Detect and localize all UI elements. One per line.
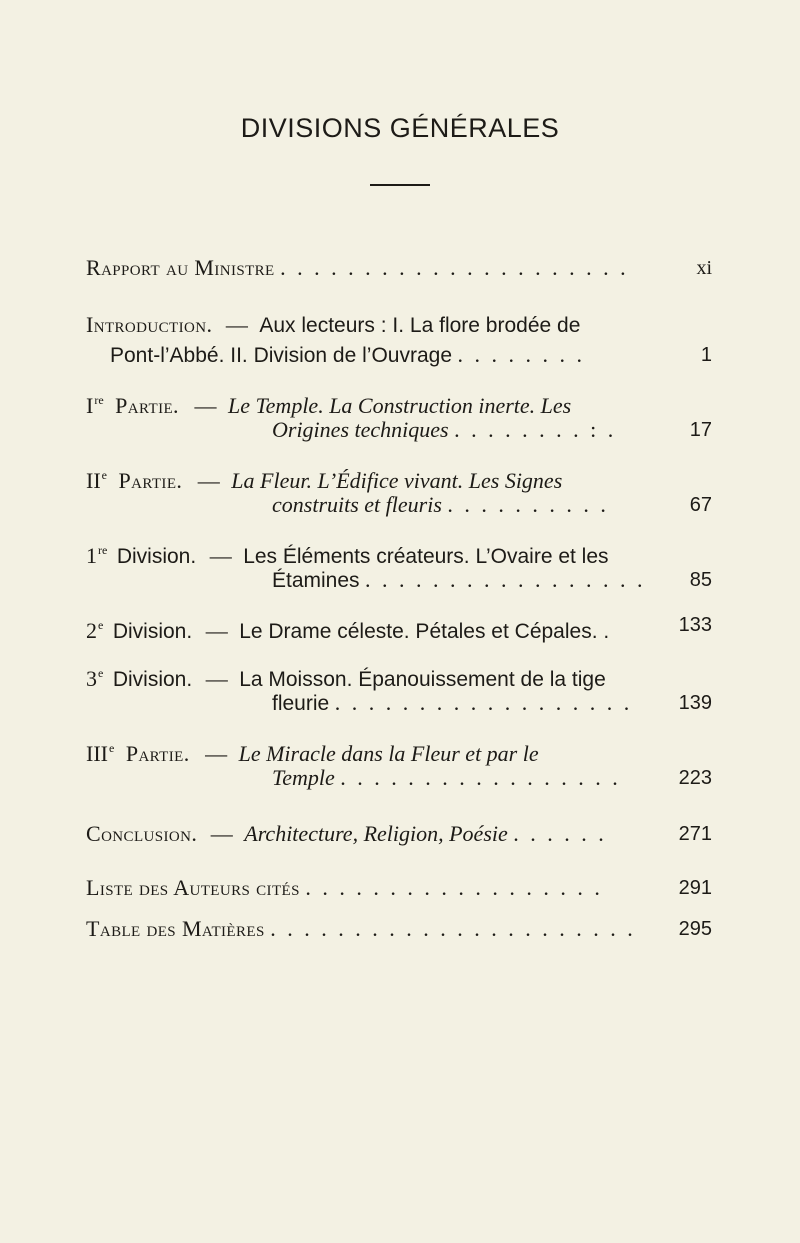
entry-text: Le Drame céleste. Pétales et Cépales. . bbox=[239, 620, 610, 643]
em-dash: — bbox=[225, 312, 248, 337]
entry-label: Division. bbox=[116, 545, 197, 568]
entry-superscript: re bbox=[94, 393, 104, 407]
entry-label: Partie. bbox=[115, 393, 179, 418]
entry-label: Liste des Auteurs cités bbox=[86, 875, 300, 900]
entry-label: Partie. bbox=[125, 741, 190, 766]
page-number: 291 bbox=[678, 877, 712, 899]
entry-number: III bbox=[86, 741, 108, 766]
leader-dots: . . . . . . . . . . . . . . . . . . . . . . bbox=[270, 916, 636, 941]
toc-entry-conclusion bbox=[86, 819, 712, 849]
em-dash: — bbox=[209, 543, 232, 568]
page-number: 133 bbox=[678, 614, 712, 636]
entry-number: I bbox=[86, 393, 94, 418]
leader-dots: . . . . . . . . . . . . . . . . . bbox=[365, 567, 646, 592]
em-dash: — bbox=[197, 468, 220, 493]
leader-dots: . . . . . . . . . . . . . . . . . . bbox=[305, 875, 603, 900]
page-number: 17 bbox=[689, 419, 712, 441]
leader-dots: . . . . . . . . . . . . . . . . . . . . . bbox=[280, 255, 629, 280]
leader-dots: . . . . . . . . bbox=[457, 342, 585, 367]
page-number: 223 bbox=[678, 767, 712, 789]
entry-text: Le Temple. La Construction inerte. Les bbox=[227, 393, 572, 418]
entry-superscript: e bbox=[101, 468, 107, 482]
entry-text-continued: construits et fleuris bbox=[272, 492, 442, 517]
toc-entry-rapport bbox=[86, 253, 712, 283]
toc-entry-liste-auteurs bbox=[86, 873, 712, 903]
entry-text: Architecture, Religion, Poésie bbox=[244, 821, 508, 846]
leader-dots: . . . . . . . . . . . . . . . . . bbox=[340, 765, 621, 790]
toc-entry-partie-3 bbox=[86, 733, 712, 797]
page-number: xi bbox=[696, 257, 712, 279]
em-dash: — bbox=[205, 741, 228, 766]
entry-text-continued: Pont-l’Abbé. II. Division de l’Ouvrage bbox=[110, 344, 452, 367]
entry-text-continued: fleurie bbox=[272, 692, 330, 715]
toc-entry-table-matieres bbox=[86, 914, 712, 944]
leader-dots: . . . . . . . . : . bbox=[454, 417, 617, 442]
page-title: DIVISIONS GÉNÉRALES bbox=[240, 113, 560, 143]
title-rule bbox=[370, 184, 430, 186]
entry-text: Le Miracle dans la Fleur et par le bbox=[238, 741, 539, 766]
entry-label: Introduction. bbox=[86, 312, 213, 337]
entry-text: La Fleur. L’Édifice vivant. Les Signes bbox=[231, 468, 563, 493]
toc-entry-division-2 bbox=[86, 610, 712, 643]
em-dash: — bbox=[205, 666, 228, 691]
entry-label: Partie. bbox=[118, 468, 183, 493]
em-dash: — bbox=[210, 821, 233, 846]
page-number: 1 bbox=[700, 344, 712, 366]
entry-number: 2 bbox=[86, 618, 97, 643]
entry-superscript: e bbox=[108, 741, 115, 755]
toc-entry-introduction bbox=[86, 310, 712, 374]
em-dash: — bbox=[205, 618, 228, 643]
leader-dots: . . . . . . . . . . . . . . . . . . bbox=[334, 690, 633, 715]
entry-superscript: re bbox=[98, 543, 108, 557]
entry-label: Division. bbox=[112, 620, 193, 643]
leader-dots: . . . . . . . . . . bbox=[447, 492, 609, 517]
page-number: 295 bbox=[678, 918, 712, 940]
entry-number: II bbox=[86, 468, 101, 493]
entry-text-continued: Origines techniques bbox=[272, 417, 449, 442]
entry-label: Table des Matières bbox=[86, 916, 265, 941]
page-number: 271 bbox=[678, 823, 712, 845]
entry-text: Aux lecteurs : I. La flore brodée de bbox=[259, 314, 581, 337]
entry-number: 3 bbox=[86, 666, 97, 691]
page-number: 67 bbox=[689, 494, 712, 516]
entry-text: Les Éléments créateurs. L’Ovaire et les bbox=[243, 545, 609, 568]
toc-entry-partie-1 bbox=[86, 385, 712, 449]
entry-number: 1 bbox=[86, 543, 97, 568]
page-number: 85 bbox=[689, 569, 712, 591]
entry-superscript: e bbox=[98, 666, 104, 680]
leader-dots: . . . . . . bbox=[513, 821, 607, 846]
toc-entry-partie-2 bbox=[86, 460, 712, 524]
em-dash: — bbox=[194, 393, 217, 418]
entry-text: La Moisson. Épanouissement de la tige bbox=[239, 668, 606, 691]
entry-superscript: e bbox=[98, 618, 104, 632]
entry-text-continued: Étamines bbox=[272, 569, 360, 592]
page-number: 139 bbox=[678, 692, 712, 714]
toc-entry-division-3 bbox=[86, 658, 712, 722]
entry-label: Division. bbox=[112, 668, 193, 691]
toc-entry-division-1 bbox=[86, 535, 712, 599]
entry-label: Rapport au Ministre bbox=[86, 255, 275, 280]
entry-text-continued: Temple bbox=[272, 765, 335, 790]
entry-label: Conclusion. bbox=[86, 821, 198, 846]
